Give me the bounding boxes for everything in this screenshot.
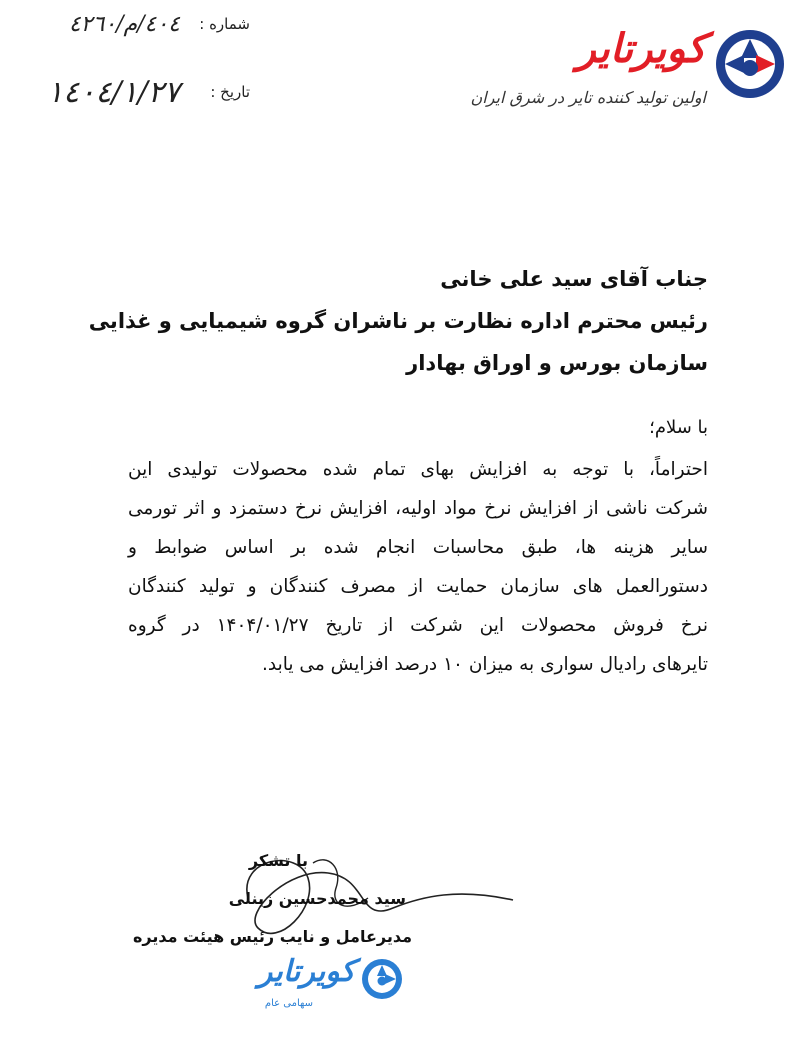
body-line: تایرهای رادیال سواری به میزان ۱۰ درصد افزایش می یابد. [262, 654, 708, 675]
kavir-tire-emblem-icon [361, 958, 403, 1000]
body-line: احتراماً، با توجه به افزایش بهای تمام شده محصولات تولیدی این [128, 459, 708, 480]
addressee-position: رئیس محترم اداره نظارت بر ناشران گروه شیمیایی و غذایی [88, 309, 708, 333]
footer-logo-wordmark: کویرتایر [257, 954, 355, 989]
footer-logo [183, 952, 413, 1022]
footer-company-type: سهامی عام [264, 998, 313, 1009]
addressee-block [89, 258, 708, 384]
addressee-organization: سازمان بورس و اوراق بهادار [406, 351, 708, 375]
signatory-name: سید محمدحسین زینلی [228, 889, 406, 908]
letter-meta [20, 4, 250, 112]
body-line: نرخ فروش محصولات این شرکت از تاریخ ۱۴۰۴/۰۱/۲۷ در گروه [128, 615, 708, 636]
logo-wordmark: کویرتایر [576, 26, 706, 72]
body-line: شرکت ناشی از افزایش نرخ مواد اولیه، افزایش نرخ دستمزد و اثر تورمی [128, 498, 708, 519]
closing-phrase: با تشکر [248, 851, 308, 870]
addressee-name: جناب آقای سید علی خانی [440, 267, 708, 291]
letter-date-row [20, 72, 250, 112]
letter-body [128, 412, 708, 684]
body-line: سایر هزینه ها، طبق محاسبات انجام شده بر اساس ضوابط و [128, 537, 708, 558]
body-paragraph [128, 450, 708, 684]
letter-number-row [20, 4, 250, 44]
signatory-title: مدیرعامل و نایب رئیس هیئت مدیره [132, 927, 412, 946]
letter-number-value: ٤٠٤/م/٤٢٦٠ [68, 11, 180, 37]
signature-block [133, 842, 412, 956]
kavir-tire-emblem-icon [714, 28, 786, 100]
greeting: با سلام؛ [649, 417, 708, 438]
logo-tagline: اولین تولید کننده تایر در شرق ایران [470, 88, 706, 107]
letter-number-label: شماره : [199, 15, 250, 33]
letter-date-label: تاریخ : [210, 83, 250, 101]
company-logo [470, 18, 786, 128]
body-line: دستورالعمل های سازمان حمایت از مصرف کنندگان و تولید کنندگان [128, 576, 708, 597]
letter-date-value: ١٤٠٤/١/٢٧ [46, 74, 180, 110]
